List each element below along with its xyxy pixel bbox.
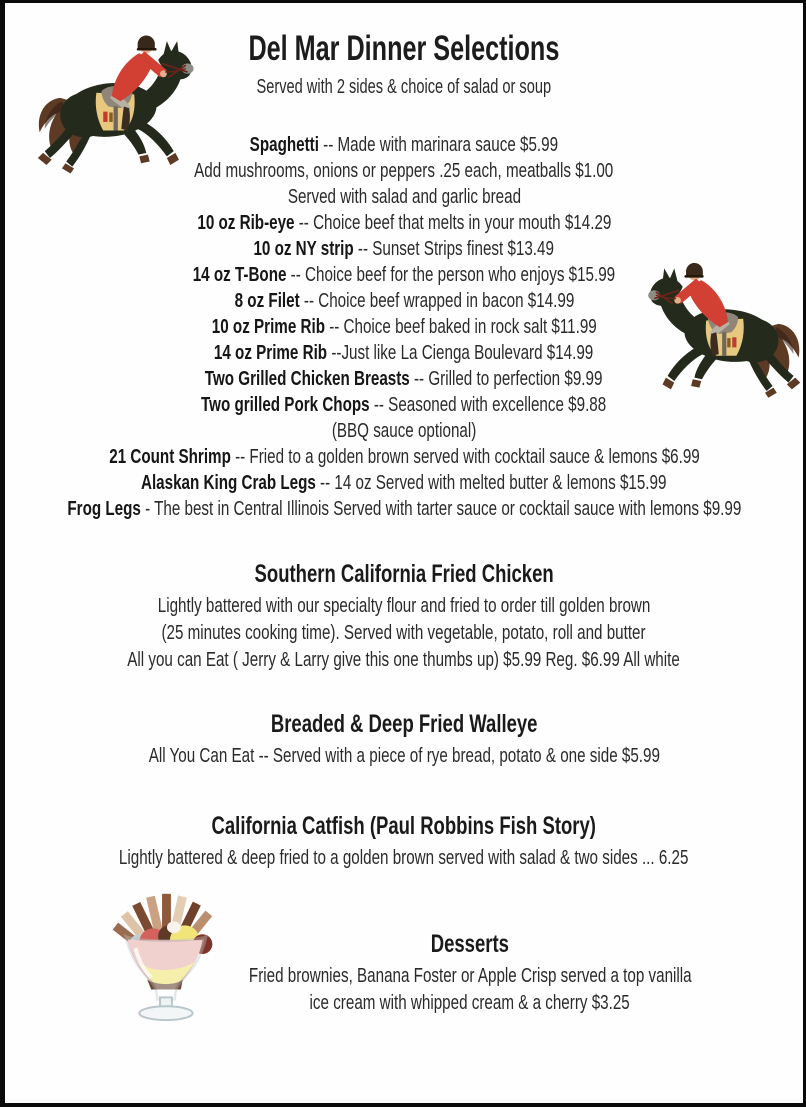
menu-item: 10 oz Rib-eye -- Choice beef that melts in your mouth $14.29: [197, 212, 611, 234]
section-line: All you can Eat ( Jerry & Larry give this one thumbs up) $5.99 Reg. $6.99 All white: [127, 649, 681, 671]
section-heading: California Catfish (Paul Robbins Fish Story): [211, 812, 597, 840]
section-line: Lightly battered & deep fried to a golden brown served with salad & two sides ... 6.25: [119, 847, 689, 869]
section-line: ice cream with whipped cream & a cherry $3.25: [309, 992, 631, 1014]
menu-item: Spaghetti -- Made with marinara sauce $5.99: [249, 134, 559, 156]
section-fried-chicken: [5, 558, 803, 674]
section-catfish: [5, 810, 803, 872]
menu-item: 14 oz T-Bone -- Choice beef for the person who enjoys $15.99: [192, 264, 616, 286]
menu-item: 10 oz Prime Rib -- Choice beef baked in rock salt $11.99: [211, 316, 597, 338]
menu-item: Two Grilled Chicken Breasts -- Grilled to perfection $9.99: [205, 368, 603, 390]
section-heading: Breaded & Deep Fried Walleye: [270, 710, 538, 738]
menu-item: Alaskan King Crab Legs -- 14 oz Served with melted butter & lemons $15.99: [141, 472, 667, 494]
menu-item: Two grilled Pork Chops -- Seasoned with excellence $9.88: [201, 394, 607, 416]
page-subtitle: Served with 2 sides & choice of salad or soup: [256, 76, 552, 98]
menu-item: 14 oz Prime Rib --Just like La Cienga Boulevard $14.99: [214, 342, 594, 364]
menu-item-note: (BBQ sauce optional): [331, 420, 477, 442]
section-line: Lightly battered with our specialty flour and fried to order till golden brown: [157, 595, 651, 617]
menu-item: Frog Legs - The best in Central Illinois Served with tarter sauce or cocktail sauce with lemons $9.99: [67, 498, 741, 520]
menu-item-note: Add mushrooms, onions or peppers .25 each, meatballs $1.00: [194, 160, 614, 182]
section-line: All You Can Eat -- Served with a piece of rye bread, potato & one side $5.99: [148, 745, 660, 767]
section-line: (25 minutes cooking time). Served with vegetable, potato, roll and butter: [161, 622, 647, 644]
menu-item: 21 Count Shrimp -- Fried to a golden brown served with cocktail sauce & lemons $6.99: [108, 446, 700, 468]
menu-item-note: Served with salad and garlic bread: [287, 186, 521, 208]
section-desserts: [140, 928, 800, 1017]
menu-item: 10 oz NY strip -- Sunset Strips finest $13.49: [253, 238, 555, 260]
page-title: Del Mar Dinner Selections: [248, 29, 560, 68]
menu-item: 8 oz Filet -- Choice beef wrapped in bacon $14.99: [234, 290, 574, 312]
menu-item-list: [5, 132, 803, 522]
section-heading: Desserts: [430, 930, 510, 958]
section-heading: Southern California Fried Chicken: [254, 560, 554, 588]
section-walleye: [5, 708, 803, 770]
section-line: Fried brownies, Banana Foster or Apple Crisp served a top vanilla: [248, 965, 692, 987]
